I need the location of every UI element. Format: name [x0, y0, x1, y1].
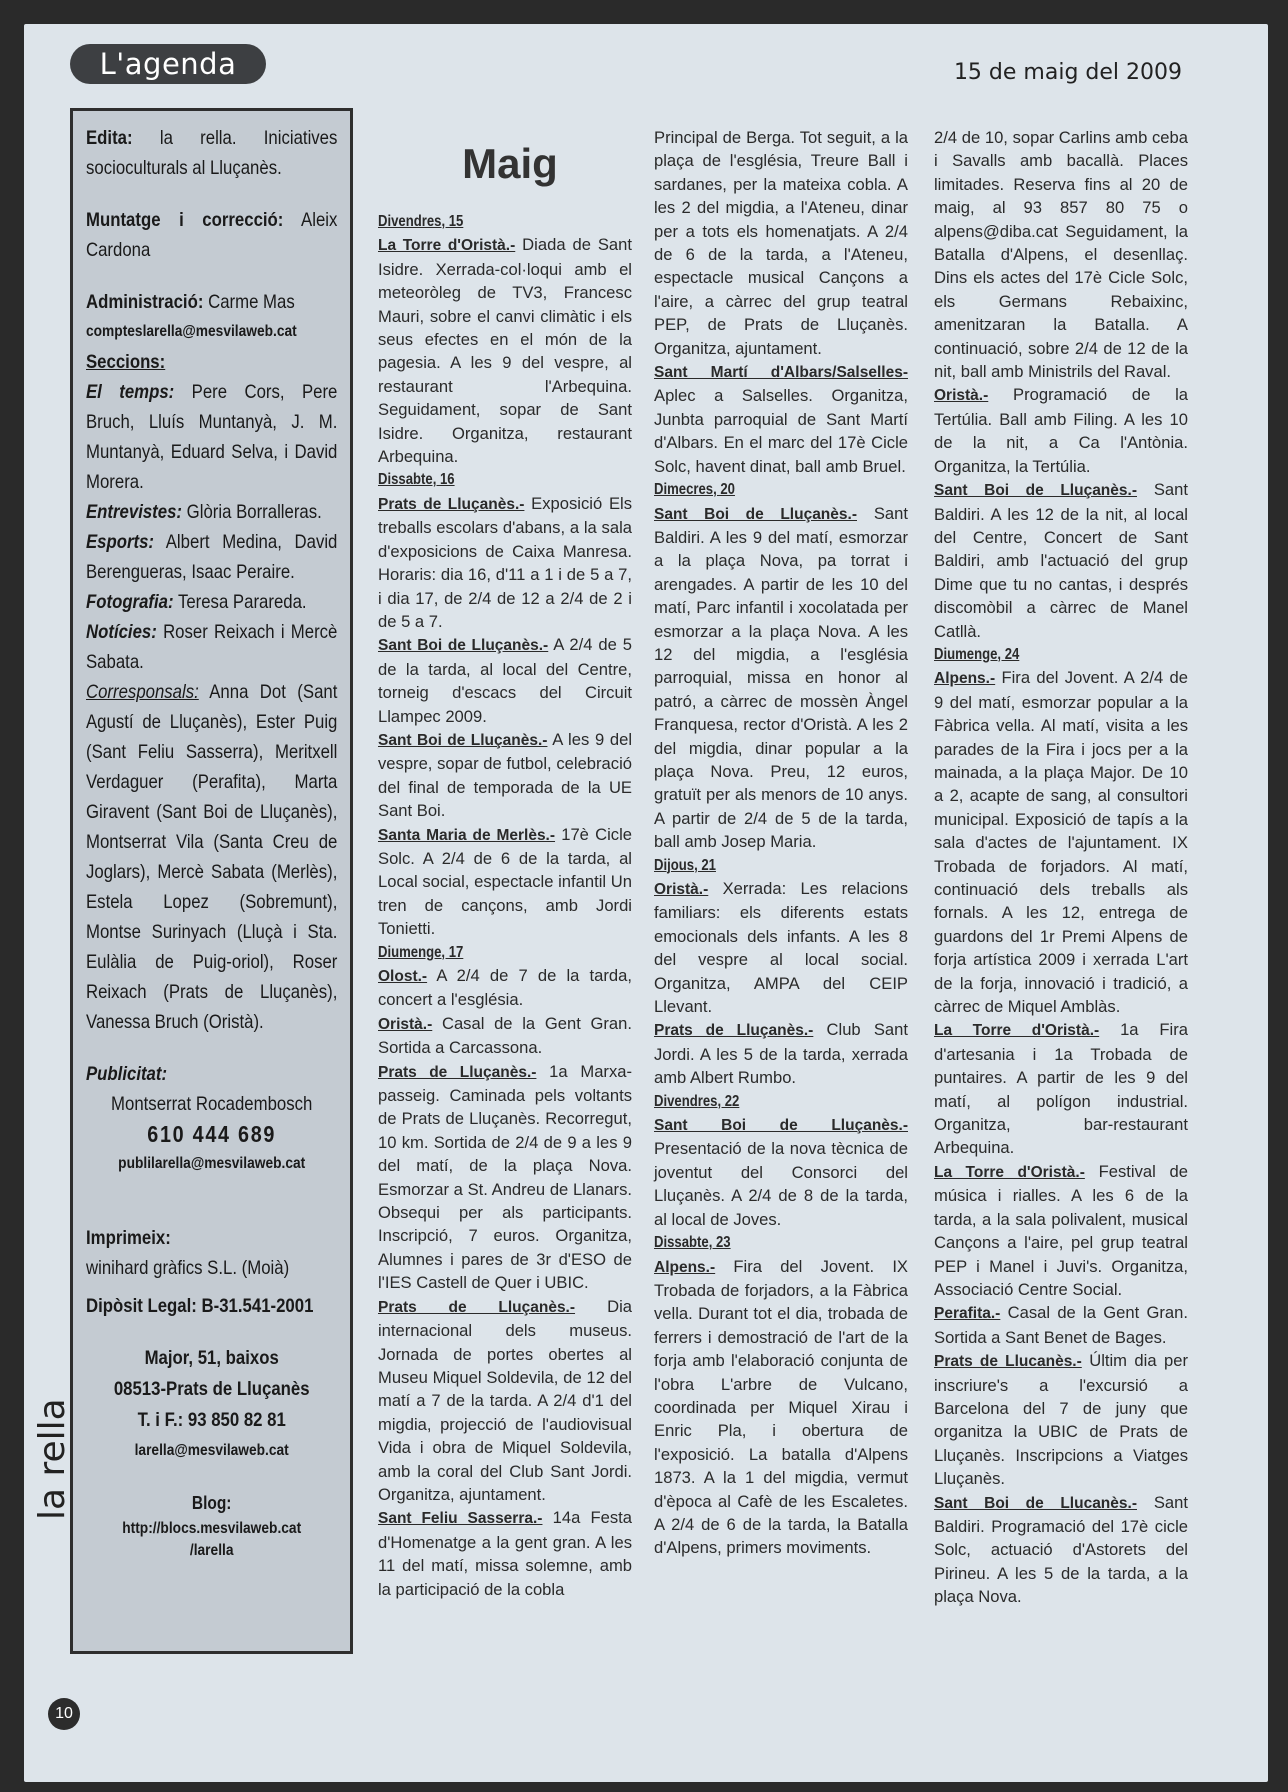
publicitat-name: Montserrat Rocadembosch [111, 1093, 313, 1115]
credit-label: Edita: [86, 127, 133, 149]
credit-value: Albert Medina, David Berengueras, Isaac Peraire. [86, 531, 338, 583]
entry-place: Prats de Lluçanès.- [378, 1063, 537, 1081]
credit-label: Entrevistes: [86, 501, 183, 523]
agenda-entry [934, 1018, 1188, 1159]
entry-text: Xerrada: Les relacions familiars: els diferents estats emocionals dels infants. A les 8 del vespre al local social. Organitza, AMPA del CEIP Llevant. [654, 879, 908, 1017]
entry-place: Oristà.- [378, 1015, 433, 1033]
entry-place: Alpens.- [654, 1258, 716, 1276]
entry-place: Prats de Lluçanès.- [378, 1298, 576, 1316]
entry-text: Club Sant Jordi. A les 5 de la tarda, xerrada amb Albert Rumbo. [654, 1020, 908, 1088]
blog-label: Blog: [191, 1493, 232, 1513]
credit-label: Esports: [86, 531, 155, 553]
agenda-continuation [654, 126, 908, 360]
agenda-entry [654, 877, 908, 1018]
agenda-entry [934, 1160, 1188, 1301]
credit-muntatge [86, 205, 337, 265]
issue-date: 15 de maig del 2009 [953, 60, 1182, 85]
entry-text: Últim dia per inscriure's a l'excursió a Barcelona del 7 de juny que organitza la UBIC de Prats de Lluçanès. Inscripcions a Viatges Lluçanès. [934, 1351, 1188, 1489]
credit-edita [86, 123, 337, 183]
credit-admin [86, 287, 337, 317]
agenda-entry [378, 1012, 632, 1060]
credit-label: Fotografia: [86, 591, 174, 613]
publicitat-email: publilarella@mesvilaweb.cat [118, 1155, 306, 1172]
day-heading: Divendres, 15 [378, 213, 464, 230]
agenda-entry [378, 823, 632, 941]
credit-label: Corresponsals: [86, 681, 199, 703]
agenda-entry [934, 478, 1188, 643]
entry-place: Sant Martí d'Albars/Salselles- [654, 364, 908, 382]
agenda-entry [378, 964, 632, 1012]
entry-text: 2/4 de 10, sopar Carlins amb ceba i Savalls amb bacallà. Places limitades. Reserva fins al 20 de maig, al 93 857 80 75 o alpens@diba.cat Seguidament, la Batalla d'Alpens, el desenllaç. Dins els actes del 17è Cicle Solc, els Germans Rebaixinc, amenitzaran la Batalla. A continuació, sobre 2/4 de 12 de la nit, ball amb Ministrils del Raval. [934, 128, 1188, 382]
entry-text: Aplec a Salselles. Organitza, Junbta parroquial de Sant Martí d'Albars. En el marc del 17è Cicle Solc, havent dinat, ball amb Bruel. [654, 386, 908, 476]
credit-value: Aleix Cardona [86, 209, 338, 261]
day-heading: Diumenge, 24 [934, 645, 1020, 663]
entry-place: Oristà.- [934, 387, 989, 405]
credits-box [70, 108, 353, 1654]
agenda-entry [654, 360, 908, 478]
entry-text: Exposició Els treballs escolars d'abans, a la sala d'exposicions de Caixa Manresa. Horaris: dia 16, d'11 a 1 i de 5 a 7, i dia 17, de 2/4 de 12 a 2/4 de 2 i de 5 a 7. [378, 493, 632, 631]
agenda-continuation [934, 126, 1188, 383]
entry-text: 14a Festa d'Homenatge a la gent gran. A les 11 del matí, missa solemne, amb la participació de la cobla [378, 1508, 632, 1599]
entry-text: 1a Fira d'artesania i 1a Trobada de puntaires. A partir de les 9 del matí, al polígon industrial. Organitza, bar-restaurant Arbequina. [934, 1020, 1188, 1158]
entry-place: La Torre d'Oristà.- [378, 237, 516, 255]
day-heading: Dijous, 21 [654, 856, 716, 874]
entry-text: Sant Baldiri. A les 9 del matí, esmorzar a la plaça Nova, pa torrat i arengades. A partir de les 10 del matí, Parc infantil i xocolatada per esmorzar a la plaça Nova. A les 12 del migdia, a l'església parroquial, missa en honor al patró, a càrrec de mossèn Àngel Franquesa, rector d'Oristà. A les 2 del migdia, dinar popular a la plaça Nova. Preu, 12 euros, gratuït per als menors de 10 anys. A partir de 2/4 de 5 de la tarda, ball amb Josep Maria. [654, 503, 908, 852]
credit-value: Carme Mas [208, 291, 295, 313]
agenda-column-3 [934, 126, 1188, 1609]
entry-text: Programació de la Tertúlia. Ball amb Filing. A les 10 de la nit, a Ca l'Antònia. Organitza, la Tertúlia. [934, 385, 1188, 476]
entry-text: Casal de la Gent Gran. Sortida a Carcassona. [378, 1013, 632, 1058]
credits-content [86, 123, 337, 1562]
agenda-entry [654, 1018, 908, 1089]
admin-email: compteslarella@mesvilaweb.cat [86, 323, 297, 340]
entry-text: Fira del Jovent. IX Trobada de forjadors, a la Fàbrica vella. Durant tot el dia, trobada de ferrers i demostració de l'art de la forja amb l'elaboració conjunta de l'obra L'arbre de Vulcano, coordinada per Miquel Xirau i Enric Pla, i obertura de l'exposició. La batalla d'Alpens 1873. A la 1 del migdia, vermut d'època al Cafè de les Escaletes. A 2/4 de 6 de la tarda, la Batalla d'Alpens, primers moviments. [654, 1256, 908, 1558]
agenda-entry [378, 233, 632, 468]
entry-place: Sant Boi de Lluçanès.- [934, 482, 1137, 500]
agenda-entry [934, 1491, 1188, 1609]
publication-name: la rella [32, 1398, 73, 1520]
credit-label: Imprimeix: [86, 1227, 171, 1249]
credit-publicitat [86, 1059, 337, 1089]
entry-place: Prats de Lluçanès.- [378, 495, 525, 513]
credit-value: Pere Cors, Pere Bruch, Lluís Muntanyà, J. M. Muntanyà, Eduard Selva, i David Morera. [86, 381, 338, 493]
blog-url: http://blocs.mesvilaweb.cat [122, 1520, 302, 1537]
credit-value: Anna Dot (Sant Agustí de Lluçanès), Ester Puig (Sant Feliu Sasserra), Meritxell Verdaguer (Perafita), Marta Giravent (Sant Boi de Lluçanès), Montserrat Vila (Santa Creu de Joglars), Mercè Sabata (Merlès), Estela Lopez (Sobremunt), Montse Surinyach (Lluçà i Sta. Eulàlia de Puig-oriol), Roser Reixach (Prats de Lluçanès), Vanessa Bruch (Oristà). [86, 681, 338, 1033]
address-line: Major, 51, baixos [144, 1347, 279, 1369]
entry-text: Sant Baldiri. A les 12 de la nit, al local del Centre, Concert de Sant Baldiri, amb l'actuació del grup Dime que tu no cantas, i després discomòbil a càrrec de Manel Catllà. [934, 480, 1188, 641]
agenda-entry [378, 728, 632, 823]
entry-text: A 2/4 de 7 de la tarda, concert a l'església. [378, 966, 632, 1010]
entry-text: A les 9 del vespre, sopar de futbol, celebració del final de temporada de la UE Sant Boi. [378, 729, 633, 821]
entry-place: La Torre d'Oristà.- [934, 1163, 1085, 1181]
agenda-entry [378, 1295, 632, 1507]
day-heading: Divendres, 22 [654, 1092, 740, 1110]
credit-label: Dipòsit Legal: [86, 1295, 197, 1317]
credit-label: El temps: [86, 381, 175, 403]
entry-place: Sant Boi de Lluçanès.- [654, 1117, 908, 1135]
entry-place: Prats de Llucanès.- [934, 1353, 1082, 1371]
section-tab: L'agenda [70, 44, 266, 84]
entry-text: Dia internacional dels museus. Jornada de portes obertes al Museu Miquel Soldevila, de 12 del matí a 7 de la tarda. A 2/4 d'1 del migdia, projecció de l'audiovisual Vida i obra de Miquel Soldevila, amb la coral del Club Sant Jordi. Organitza, ajuntament. [378, 1296, 632, 1504]
entry-place: Sant Boi de Lluçanès.- [378, 637, 549, 655]
entry-text: Festival de música i rialles. A les 6 de la tarda, a la sala polivalent, musical Cançons a l'aire, pel grup teatral PEP i Manel i Juvi's. Organitza, Associació Centre Social. [934, 1161, 1188, 1299]
agenda-entry [378, 1506, 632, 1601]
publicitat-phone: 610 444 689 [147, 1121, 277, 1147]
credit-label: Seccions: [86, 351, 166, 373]
entry-place: Sant Boi de Llucanès.- [934, 1494, 1137, 1512]
entry-place: Prats de Lluçanès.- [654, 1022, 814, 1040]
credit-entrevistes [86, 497, 337, 527]
agenda-entry [934, 1349, 1188, 1490]
agenda-entry [654, 1113, 908, 1231]
entry-place: Santa Maria de Merlès.- [378, 826, 556, 844]
credit-seccions [86, 347, 337, 377]
agenda-entry [934, 383, 1188, 478]
entry-text: Diada de Sant Isidre. Xerrada-col·loqui amb el meteoròleg de TV3, Francesc Mauri, sobre el canvi climàtic i els seus efectes en el món de la pagesia. A les 9 del vespre, al restaurant l'Arbequina. Seguidament, sopar de Sant Isidre. Organitza, restaurant Arbequina. [378, 235, 633, 467]
credit-fotografia [86, 587, 337, 617]
entry-text: A 2/4 de 5 de la tarda, al local del Centre, torneig d'escacs del Circuit Llampec 2009. [378, 635, 632, 726]
agenda-entry [934, 1301, 1188, 1349]
address-phone: T. i F.: 93 850 82 81 [137, 1409, 286, 1431]
imprimeix-value: winihard gràfics S.L. (Moià) [86, 1257, 290, 1279]
blog-url: /larella [189, 1542, 234, 1559]
credit-temps [86, 377, 337, 497]
agenda-entry [654, 1255, 908, 1560]
entry-text: Presentació de la nova tècnica de joventut del Consorci del Lluçanès. A 2/4 de 8 de la tarda, al local de Joves. [654, 1139, 908, 1229]
credit-value: Roser Reixach i Mercè Sabata. [86, 621, 338, 673]
credit-imprimeix [86, 1223, 337, 1253]
agenda-entry [378, 633, 632, 728]
entry-place: Olost.- [378, 968, 428, 985]
credit-value: la rella. Iniciatives socioculturals al Lluçanès. [86, 127, 338, 179]
credit-value: B-31.541-2001 [201, 1295, 314, 1317]
credit-label: Administració: [86, 291, 204, 313]
entry-text: Principal de Berga. Tot seguit, a la plaça de l'església, Treure Ball i sardanes, per la mateixa cobla. A les 2 del migdia, a l'Ateneu, dinar per a tots els homenatjats. A 2/4 de 6 de la tarda, a l'Ateneu, espectacle musical Cançons a l'aire, a càrrec del grup teatral PEP, de Prats de Lluçanès. Organitza, ajuntament. [654, 128, 908, 358]
day-heading: Diumenge, 17 [378, 943, 464, 961]
credit-label: Notícies: [86, 621, 157, 643]
address-line: 08513-Prats de Lluçanès [113, 1378, 310, 1400]
entry-text: Casal de la Gent Gran. Sortida a Sant Benet de Bages. [934, 1303, 1188, 1347]
credit-value: Glòria Borralleras. [186, 501, 322, 523]
credit-esports [86, 527, 337, 587]
agenda-entry [378, 492, 632, 633]
address-email: larella@mesvilaweb.cat [134, 1442, 289, 1459]
credit-corresponsals [86, 677, 337, 1037]
entry-place: Alpens.- [934, 670, 996, 688]
page-number: 10 [48, 1698, 80, 1730]
entry-text: Sant Baldiri. Programació del 17è cicle Solc, actuació d'Astorets del Pirineu. A les 5 de la tarda, a la plaça Nova. [934, 1492, 1188, 1607]
credit-diposit [86, 1291, 337, 1321]
credit-label: Publicitat: [86, 1063, 168, 1085]
entry-place: Sant Feliu Sasserra.- [378, 1510, 543, 1528]
entry-text: 1a Marxa-passeig. Caminada pels voltants de Prats de Lluçanès. Recorregut, 10 km. Sortida de 2/4 de 9 a les 9 del matí, de la plaça Nova. Esmorzar a St. Andreu de Llanars. Obsequi per als participants. Inscripció, 7 euros. Organitza, Alumnes i pares de 3r d'ESO de l'IES Castell de Quer i UBIC. [378, 1061, 633, 1293]
agenda-entry [654, 502, 908, 854]
agenda-column-2 [654, 126, 908, 1560]
credit-noticies [86, 617, 337, 677]
agenda-column-1 [378, 210, 632, 1601]
entry-text: 17è Cicle Solc. A 2/4 de 6 de la tarda, al Local social, espectacle infantil Un tren de cançons, amb Jordi Tonietti. [378, 824, 632, 939]
day-heading: Dissabte, 23 [654, 1234, 731, 1252]
entry-place: Perafita.- [934, 1305, 1001, 1323]
credit-value: Teresa Parareda. [177, 591, 307, 613]
day-heading: Dimecres, 20 [654, 481, 735, 499]
entry-place: Sant Boi de Lluçanès.- [378, 731, 548, 749]
entry-place: Oristà.- [654, 881, 709, 898]
agenda-entry [378, 1060, 632, 1295]
agenda-entry [934, 666, 1188, 1018]
month-heading: Maig [462, 140, 558, 187]
day-heading: Dissabte, 16 [378, 471, 455, 489]
entry-place: La Torre d'Oristà.- [934, 1022, 1100, 1040]
entry-place: Sant Boi de Lluçanès.- [654, 505, 857, 523]
entry-text: Fira del Jovent. A 2/4 de 9 del matí, esmorzar popular a la Fàbrica vella. Al matí, visita a les parades de la Fira i jocs per a la mainada, a la plaça Major. De 10 a 2, acapte de sang, al consultori municipal. Exposició de tapís a la sala d'actes de l'ajuntament. IX Trobada de forjadors. Al matí, continuació dels treballs als fornals. A les 12, entrega de guardons del 1r Premi Alpens de forja artística 2009 i xerrada L'art de la forja, innovació i tradició, a càrrec de Miquel Amblàs. [934, 668, 1188, 1017]
credit-label: Muntatge i correcció: [86, 209, 284, 231]
